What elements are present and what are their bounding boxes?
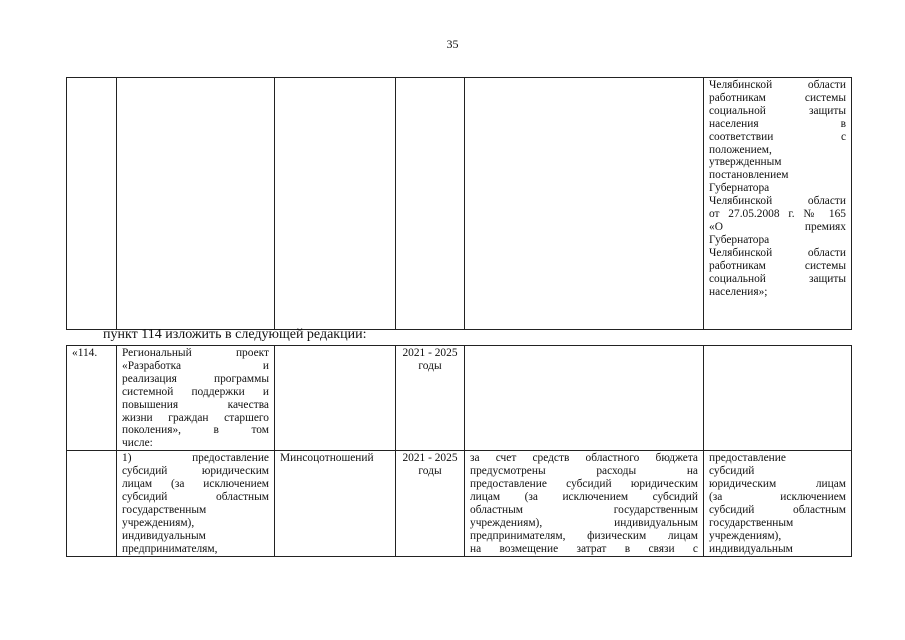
text-line: государственным (122, 503, 207, 516)
text-line: субсидий (709, 465, 755, 478)
text-line: повышения качества (122, 398, 269, 411)
text-line: 2021 - 2025 (402, 347, 458, 359)
text-line: субсидий областным (122, 490, 269, 503)
text-line: работникам системы (709, 91, 846, 104)
text-line: за счет средств областного бюджета (470, 452, 698, 465)
text-line: учреждениям), индивидуальным (470, 516, 698, 529)
text-line: поколения», в том (122, 424, 269, 437)
text-line: утвержденным (709, 156, 782, 169)
text-line: (за исключением (709, 490, 846, 503)
text-line: индивидуальным (122, 529, 206, 542)
text-line: Региональный проект (122, 347, 269, 359)
text-line: населения»; (709, 285, 768, 298)
table-cell-empty (465, 78, 704, 330)
table-cell-empty (67, 78, 117, 330)
page-number: 35 (446, 37, 459, 51)
intro-text: пункт 114 изложить в следующей редакции: (103, 327, 367, 342)
text-line: предоставление субсидий юридическим (470, 478, 698, 491)
table-row (67, 346, 852, 451)
text-line: государственным (709, 516, 794, 529)
text-line: социальной защиты (709, 272, 846, 285)
table-row (67, 78, 852, 330)
text-line: постановлением (709, 169, 789, 182)
table-cell-empty (275, 78, 396, 330)
text-line: Губернатора (709, 182, 770, 195)
table-cell-result-continued (704, 78, 852, 330)
text-line: Челябинской области (709, 79, 846, 91)
row-number: «114. (67, 346, 117, 451)
text-line: субсидий областным (709, 503, 846, 516)
text-line: лицам (за исключением (122, 478, 269, 491)
text-line: жизни граждан старшего (122, 411, 269, 424)
text-line: на возмещение затрат в связи с (470, 542, 698, 555)
text-line: индивидуальным (709, 542, 793, 555)
row-period (396, 451, 465, 556)
row-name (117, 451, 275, 556)
row-executor (275, 346, 396, 451)
text-line: годы (418, 359, 442, 372)
text-line: от 27.05.2008 г. № 165 (709, 208, 846, 221)
text-line: Губернатора (709, 233, 770, 246)
text-line: предпринимателям, физическим лицам (470, 529, 698, 542)
row-executor (275, 451, 396, 556)
text-line: социальной защиты (709, 104, 846, 117)
top-table-fragment (66, 77, 852, 330)
text-line: субсидий юридическим (122, 465, 269, 478)
row-funding (465, 451, 704, 556)
text-line: работникам системы (709, 259, 846, 272)
bottom-table (66, 345, 852, 557)
text-line: лицам (за исключением субсидий (470, 490, 698, 503)
text-line: 2021 - 2025 (402, 452, 458, 465)
text-line: областным государственным (470, 503, 698, 516)
text-line: предпринимателям, (122, 542, 218, 555)
text-line: предоставление (709, 452, 786, 465)
row-funding (465, 346, 704, 451)
text-line: Минсоцотношений (280, 452, 374, 465)
row-period (396, 346, 465, 451)
text-line: учреждениям), (122, 516, 195, 529)
table-cell-empty (396, 78, 465, 330)
text-line: «Разработка и (122, 359, 269, 372)
text-line: Челябинской области (709, 246, 846, 259)
text-line: населения в (709, 117, 846, 130)
row-number (67, 451, 117, 556)
row-result (704, 346, 852, 451)
text-line: числе: (122, 437, 153, 450)
text-line: юридическим лицам (709, 478, 846, 491)
text-line: Челябинской области (709, 195, 846, 208)
text-line: «О премиях (709, 220, 846, 233)
text-line: реализация программы (122, 372, 269, 385)
text-line: соответствии с (709, 130, 846, 143)
table-row (67, 451, 852, 556)
text-line: предусмотрены расходы на (470, 465, 698, 478)
text-line: учреждениям), (709, 529, 782, 542)
table-cell-empty (117, 78, 275, 330)
text-line: положением, (709, 143, 772, 156)
row-result (704, 451, 852, 556)
row-name (117, 346, 275, 451)
text-line: 1) предоставление (122, 452, 269, 465)
text-line: системной поддержки и (122, 385, 269, 398)
text-line: годы (418, 465, 442, 478)
